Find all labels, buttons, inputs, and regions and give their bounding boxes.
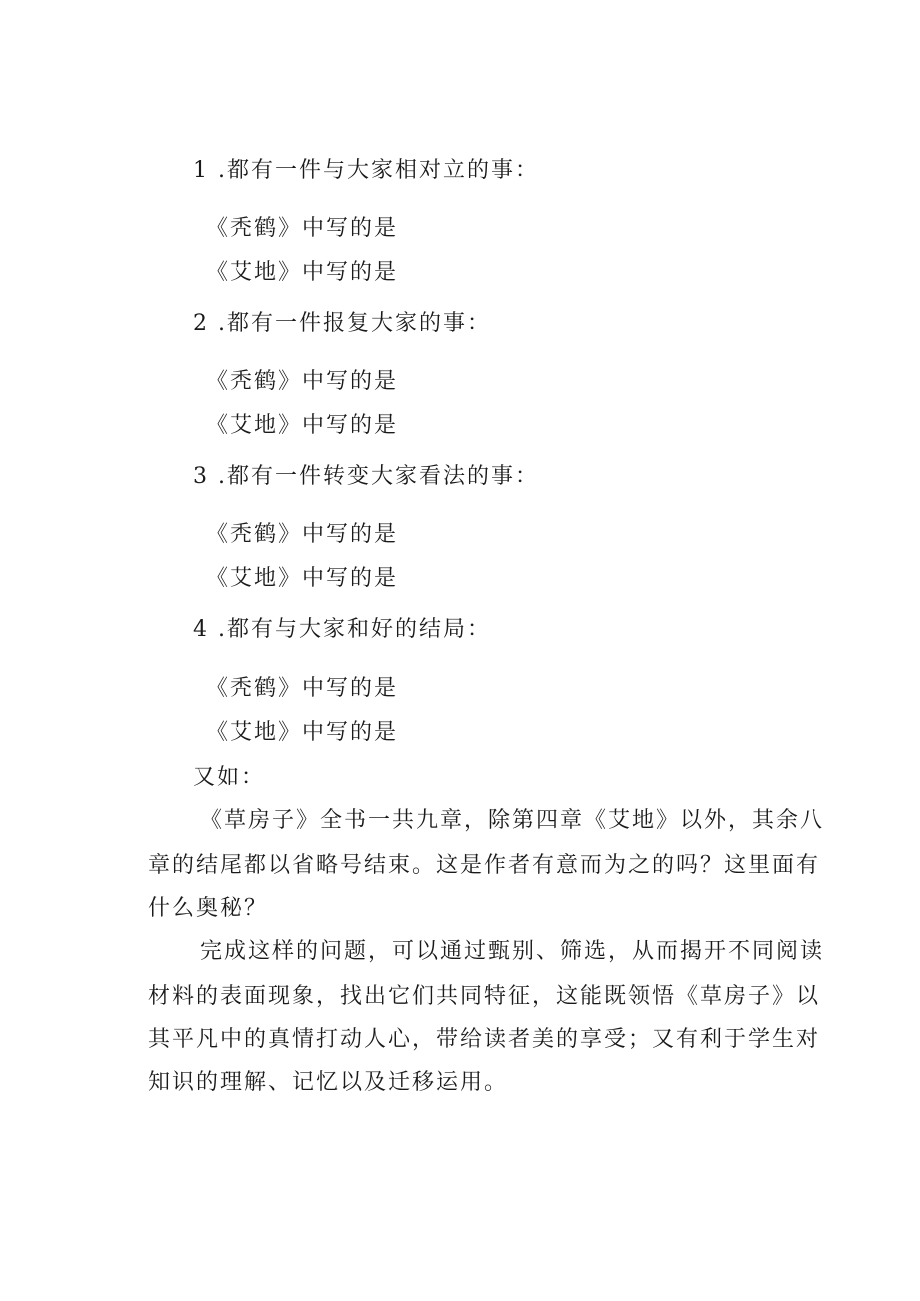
paragraph-1-line-1-text: 《草房子》全书一共九章，除第四章《艾地》以外，其余八	[200, 808, 825, 833]
item-4-line-2: 《艾地》中写的是	[206, 720, 399, 745]
paragraph-1-line	[148, 894, 800, 924]
item-4-heading: 4 .都有与大家和好的结局：	[193, 617, 491, 642]
paragraph-2-line-1-text: 完成这样的问题，可以通过甄别、筛选，从而揭开不同阅读	[200, 939, 825, 964]
item-2-heading: 2 .都有一件报复大家的事：	[193, 311, 491, 336]
paragraph-1-line-3-text: 什么奥秘？	[148, 896, 269, 921]
paragraph-2-line	[148, 1068, 800, 1098]
item-3-heading: 3 .都有一件转变大家看法的事：	[193, 464, 539, 489]
paragraph-2-line	[148, 982, 821, 1012]
paragraph-2-line	[200, 937, 825, 967]
item-1-heading: 1 .都有一件与大家相对立的事：	[193, 158, 539, 183]
paragraph-2-line	[148, 1025, 821, 1055]
item-1-line-1: 《秃鹤》中写的是	[206, 216, 399, 241]
item-3-line-1: 《秃鹤》中写的是	[206, 522, 399, 547]
item-3-line-2: 《艾地》中写的是	[206, 566, 399, 591]
paragraph-2-line-3-text: 其平凡中的真情打动人心，带给读者美的享受；又有利于学生对	[148, 1027, 821, 1052]
paragraph-1-line	[148, 851, 821, 881]
item-2-line-1: 《秃鹤》中写的是	[206, 369, 399, 394]
paragraph-1-line	[200, 806, 825, 836]
paragraph-1-line-2-text: 章的结尾都以省略号结束。这是作者有意而为之的吗？这里面有	[148, 853, 821, 878]
youru-label: 又如：	[193, 765, 266, 790]
item-2-line-2: 《艾地》中写的是	[206, 413, 399, 438]
paragraph-2-line-2-text: 材料的表面现象，找出它们共同特征，这能既领悟《草房子》以	[148, 984, 821, 1009]
paragraph-2-line-4-text: 知识的理解、记忆以及迁移运用。	[148, 1070, 509, 1095]
item-1-line-2: 《艾地》中写的是	[206, 260, 399, 285]
item-4-line-1: 《秃鹤》中写的是	[206, 676, 399, 701]
